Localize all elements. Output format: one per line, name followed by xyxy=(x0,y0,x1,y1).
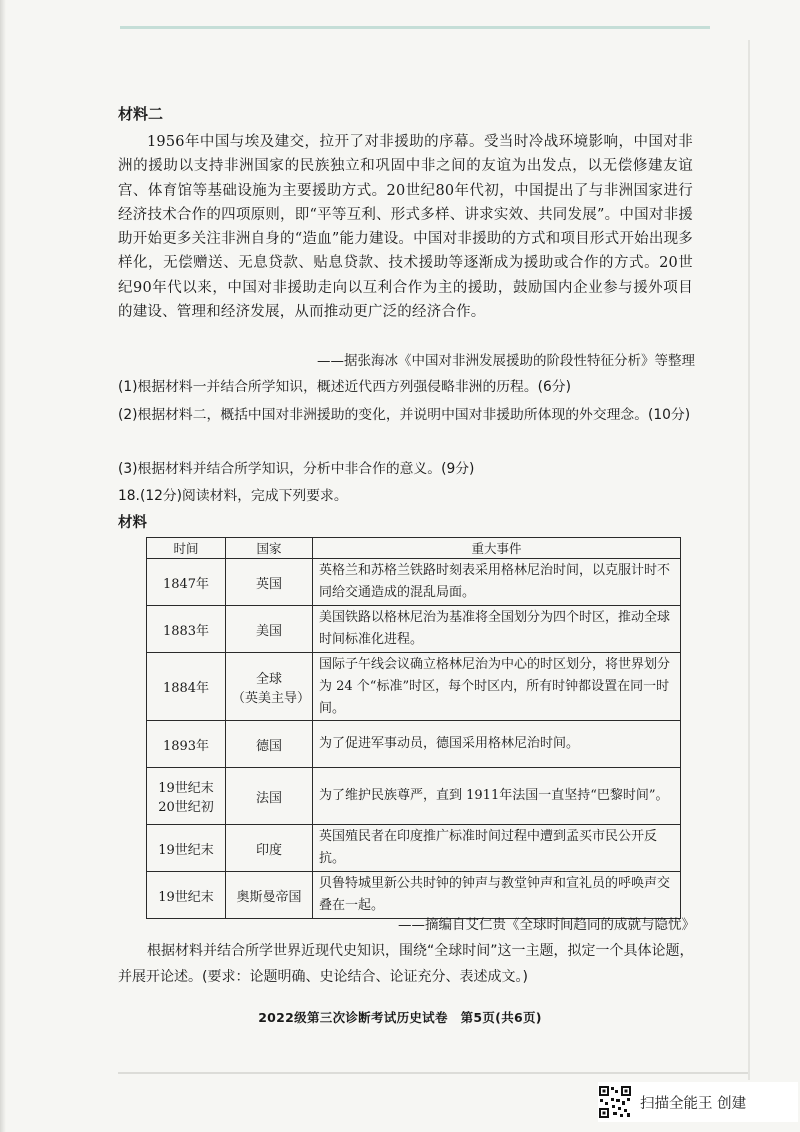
watermark-text: 扫描全能王 创建 xyxy=(640,1095,747,1112)
bottom-edge xyxy=(118,1072,748,1074)
table-source: ——摘编自艾仁贵《全球时间趋同的成就与隐忧》 xyxy=(398,917,695,933)
right-edge xyxy=(748,40,750,1080)
table-row xyxy=(147,653,681,721)
table-row xyxy=(147,872,681,919)
row-country: 奥斯曼帝国 xyxy=(226,872,313,919)
table-row xyxy=(147,768,681,825)
scanner-watermark xyxy=(598,1082,798,1122)
row-year: 1884年 xyxy=(147,653,226,721)
table-row xyxy=(147,559,681,606)
row-year: 1847年 xyxy=(147,559,226,606)
row-event: 英格兰和苏格兰铁路时刻表采用格林尼治时间，以克服计时不同给交通造成的混乱局面。 xyxy=(313,559,681,606)
row-year: 19世纪末 xyxy=(147,872,226,919)
row-event: 美国铁路以格林尼治为基准将全国划分为四个时区，推动全球时间标准化进程。 xyxy=(313,606,681,653)
question-3: (3)根据材料并结合所学知识，分析中非合作的意义。(9分) xyxy=(118,461,475,477)
question-18-intro: 18.(12分)阅读材料，完成下列要求。 xyxy=(118,488,348,504)
header-time: 时间 xyxy=(147,538,226,559)
question-1: (1)根据材料一并结合所学知识，概述近代西方列强侵略非洲的历程。(6分) xyxy=(118,379,571,395)
material-two-paragraph: 1956年中国与埃及建交，拉开了对非援助的序幕。受当时冷战环境影响，中国对非洲的援助以支持非洲国家的民族独立和巩固中非之间的友谊为出发点，以无偿修建友谊宫、体育馆等基础设施为主要援助方式。20世纪80年代初，中国提出了与非洲国家进行经济技术合作的四项原则，即“平等互利、形式多样、讲求实效、共同发展”。中国对非援助开始更多关注非洲自身的“造血”能力建设。中国对非援助的方式和项目形式开始出现多样化，无偿赠送、无息贷款、贴息贷款、技术援助等逐渐成为援助或合作的方式。20世纪90年代以来，中国对非援助走向以互利合作为主的援助，鼓励国内企业参与援外项目的建设、管理和经济发展，从而推动更广泛的经济合作。 xyxy=(118,134,693,321)
row-country: 德国 xyxy=(226,721,313,768)
table-row xyxy=(147,825,681,872)
row-country: 全球 （英美主导） xyxy=(226,653,313,721)
question-2: (2)根据材料二，概括中国对非洲援助的变化，并说明中国对非援助所体现的外交理念。(10分) xyxy=(118,407,691,423)
table-row xyxy=(147,606,681,653)
header-event: 重大事件 xyxy=(313,538,681,559)
header-country: 国家 xyxy=(226,538,313,559)
row-country: 印度 xyxy=(226,825,313,872)
row-country: 法国 xyxy=(226,768,313,825)
qr-code-icon xyxy=(598,1085,632,1119)
row-event: 贝鲁特城里新公共时钟的钟声与教堂钟声和宣礼员的呼唤声交叠在一起。 xyxy=(313,872,681,919)
material-two-heading: 材料二 xyxy=(118,105,164,123)
events-table xyxy=(146,537,681,919)
row-event: 英国殖民者在印度推广标准时间过程中遭到孟买市民公开反抗。 xyxy=(313,825,681,872)
table-header-row xyxy=(147,538,681,559)
row-event: 为了促进军事动员，德国采用格林尼治时间。 xyxy=(313,721,681,768)
row-year: 19世纪末 xyxy=(147,825,226,872)
row-event: 国际子午线会议确立格林尼治为中心的时区划分，将世界划分为 24 个“标准”时区，每个时区内，所有时钟都设置在同一时间。 xyxy=(313,653,681,721)
row-year: 1883年 xyxy=(147,606,226,653)
essay-task: 根据材料并结合所学世界近现代史知识，围绕“全球时间”这一主题，拟定一个具体论题，并展开论述。(要求：论题明确、史论结合、论证充分、表述成文。) xyxy=(118,943,694,985)
top-rule xyxy=(120,26,710,29)
row-country: 美国 xyxy=(226,606,313,653)
material-two-source: ——据张海冰《中国对非洲发展援助的阶段性特征分析》等整理 xyxy=(317,353,695,369)
row-event: 为了维护民族尊严，直到 1911年法国一直坚持“巴黎时间”。 xyxy=(313,768,681,825)
page-footer: 2022级第三次诊断考试历史试卷 第5页(共6页) xyxy=(258,1010,542,1025)
row-country: 英国 xyxy=(226,559,313,606)
row-year: 19世纪末 20世纪初 xyxy=(147,768,226,825)
q18-material-heading: 材料 xyxy=(118,515,147,531)
scan-edge-shadow xyxy=(0,0,6,1132)
table-row xyxy=(147,721,681,768)
row-year: 1893年 xyxy=(147,721,226,768)
